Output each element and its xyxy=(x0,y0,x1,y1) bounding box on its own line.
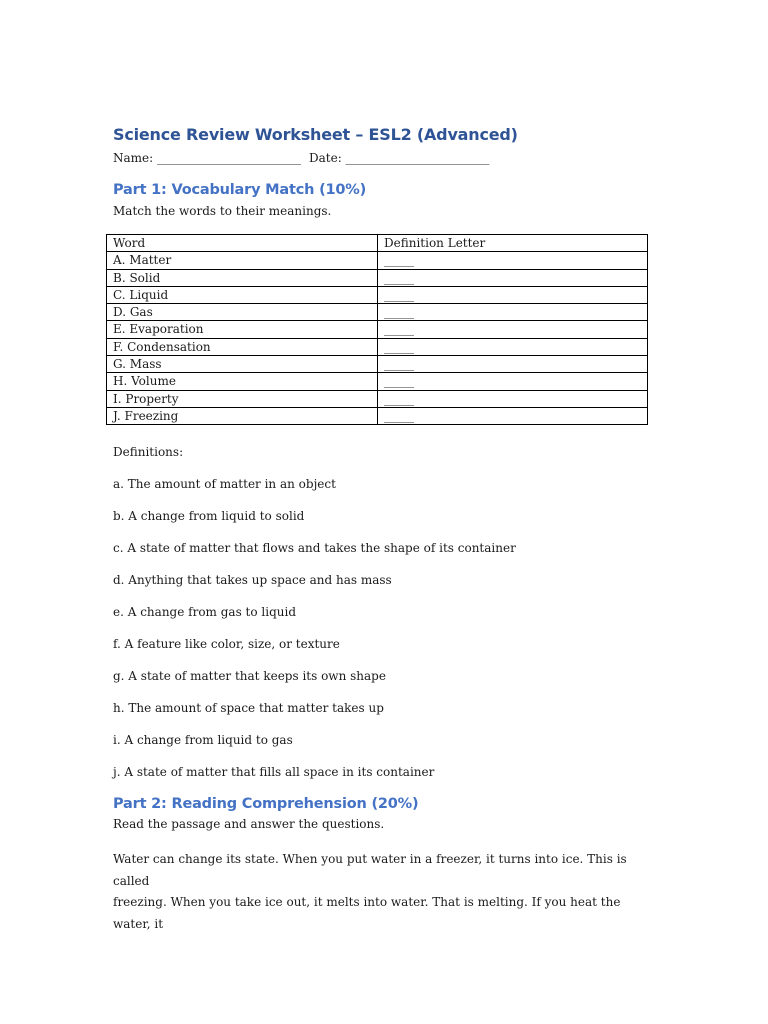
name-date-line xyxy=(113,150,653,166)
passage-line: freezing. When you take ice out, it melts into water. That is melting. If you heat the water, it xyxy=(113,895,621,931)
table-row xyxy=(107,321,648,338)
definition-item: d. Anything that takes up space and has mass xyxy=(113,573,392,588)
table-cell-answer: _____ xyxy=(378,269,648,286)
table-cell-answer: _____ xyxy=(378,407,648,424)
table-row xyxy=(107,356,648,373)
table-cell-word: I. Property xyxy=(107,390,378,407)
table-row xyxy=(107,407,648,424)
table-cell-answer: _____ xyxy=(378,338,648,355)
definition-item: c. A state of matter that flows and takes the shape of its container xyxy=(113,541,516,556)
table-row xyxy=(107,252,648,269)
date-field: Date: ________________________ xyxy=(309,151,490,165)
table-row xyxy=(107,269,648,286)
definition-item: e. A change from gas to liquid xyxy=(113,605,297,620)
table-cell-word: G. Mass xyxy=(107,356,378,373)
definition-item: i. A change from liquid to gas xyxy=(113,733,293,748)
table-cell-answer: _____ xyxy=(378,390,648,407)
table-row xyxy=(107,286,648,303)
table-row xyxy=(107,304,648,321)
definitions-label: Definitions: xyxy=(113,445,184,460)
part2-instruction: Read the passage and answer the questions. xyxy=(113,817,385,832)
definition-item: b. A change from liquid to solid xyxy=(113,509,305,524)
table-row xyxy=(107,390,648,407)
part1-heading: Part 1: Vocabulary Match (10%) xyxy=(113,182,367,198)
table-cell-word: B. Solid xyxy=(107,269,378,286)
table-header-definition: Definition Letter xyxy=(378,235,648,252)
definition-item: f. A feature like color, size, or texture xyxy=(113,637,340,652)
reading-passage xyxy=(113,849,653,935)
table-cell-answer: _____ xyxy=(378,321,648,338)
vocabulary-table xyxy=(106,234,648,425)
table-header-word: Word xyxy=(107,235,378,252)
table-cell-word: A. Matter xyxy=(107,252,378,269)
table-cell-word: J. Freezing xyxy=(107,407,378,424)
table-cell-answer: _____ xyxy=(378,286,648,303)
table-cell-answer: _____ xyxy=(378,252,648,269)
definition-item: h. The amount of space that matter takes up xyxy=(113,701,384,716)
table-cell-word: F. Condensation xyxy=(107,338,378,355)
definition-item: j. A state of matter that fills all space in its container xyxy=(113,765,435,780)
table-cell-word: H. Volume xyxy=(107,373,378,390)
table-header-row xyxy=(107,235,648,252)
table-cell-answer: _____ xyxy=(378,356,648,373)
part1-instruction: Match the words to their meanings. xyxy=(113,204,332,218)
table-row xyxy=(107,338,648,355)
table-cell-word: D. Gas xyxy=(107,304,378,321)
table-cell-answer: _____ xyxy=(378,304,648,321)
passage-line: Water can change its state. When you put water in a freezer, it turns into ice. This is called xyxy=(113,852,627,888)
definition-item: g. A state of matter that keeps its own shape xyxy=(113,669,386,684)
part2-heading: Part 2: Reading Comprehension (20%) xyxy=(113,796,419,813)
table-row xyxy=(107,373,648,390)
worksheet-title: Science Review Worksheet – ESL2 (Advanced) xyxy=(113,125,518,144)
table-cell-word: C. Liquid xyxy=(107,286,378,303)
name-field: Name: ________________________ xyxy=(113,151,301,165)
worksheet-page xyxy=(113,124,653,935)
definition-item: a. The amount of matter in an object xyxy=(113,477,336,492)
table-cell-answer: _____ xyxy=(378,373,648,390)
table-cell-word: E. Evaporation xyxy=(107,321,378,338)
